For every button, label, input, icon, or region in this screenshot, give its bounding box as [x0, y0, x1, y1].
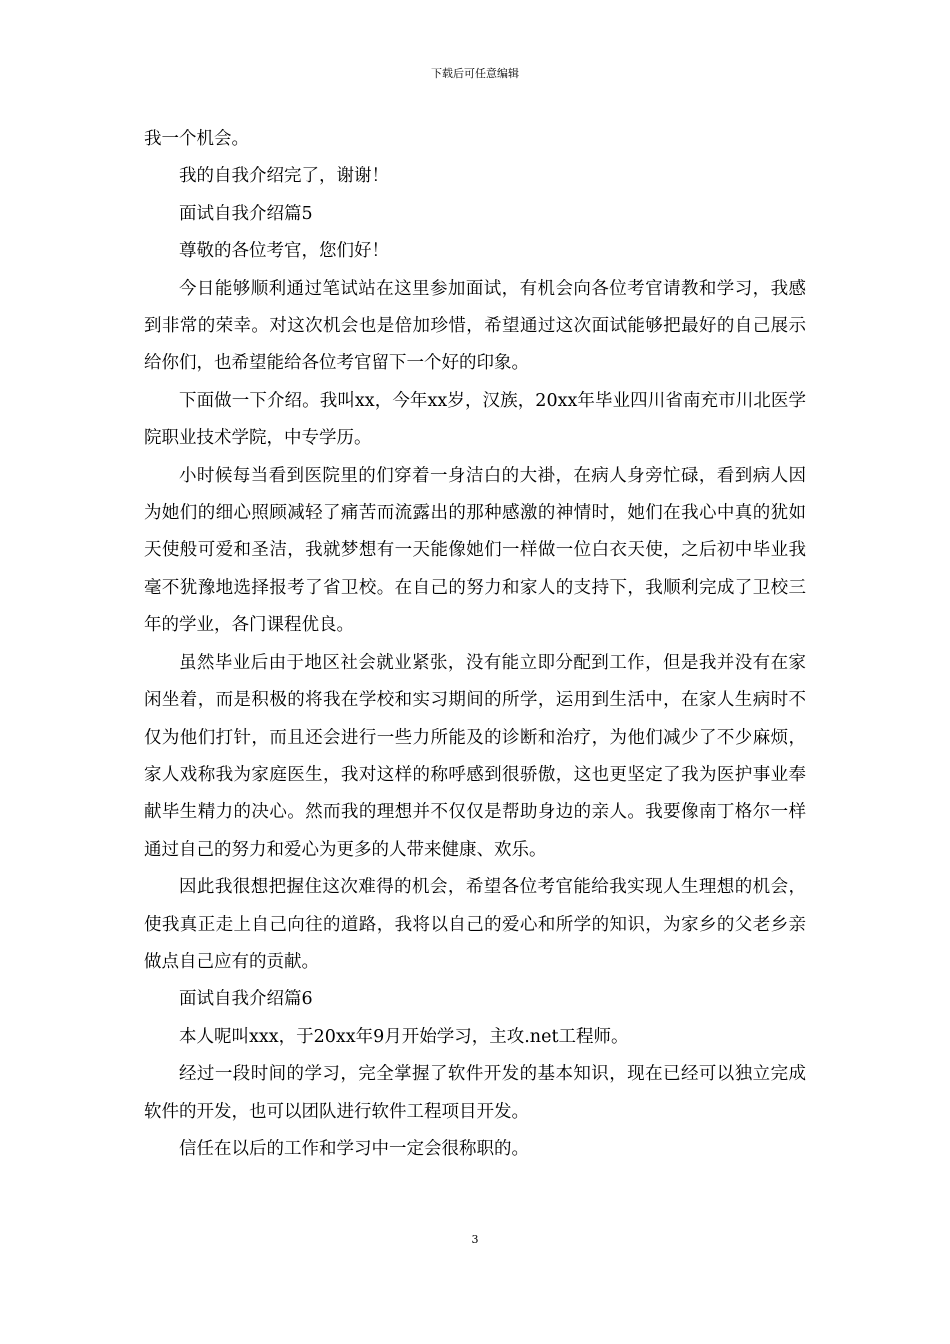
page-number: 3 — [471, 1233, 479, 1246]
section-heading-6: 面试自我介绍篇6 — [179, 989, 313, 1010]
paragraph-aspiration: 因此我很想把握住这次难得的机会，希望各位考官能给我实现人生理想的机会，使我真正走上自己向往的道路，我将以自己的爱心和所学的知识，为家乡的父老乡亲做点自己应有的贡献。 — [144, 877, 806, 972]
page-header: 下载后可任意编辑 — [431, 67, 519, 80]
section-heading-5: 面试自我介绍篇5 — [179, 203, 313, 224]
paragraph-childhood: 小时候每当看到医院里的们穿着一身洁白的大褂，在病人身旁忙碌，看到病人因为她们的细心照顾减轻了痛苦而流露出的那种感激的神情时，她们在我心中真的犹如天使般可爱和圣洁，我就梦想有一天能像她们一样做一位白衣天使，之后初中毕业我毫不犹豫地选择报考了省卫校。在自己的努力和家人的支持下，我顺利完成了卫校三年的学业，各门课程优良。 — [144, 465, 806, 636]
paragraph-skills: 经过一段时间的学习，完全掌握了软件开发的基本知识，现在已经可以独立完成软件的开发，也可以团队进行软件工程项目开发。 — [144, 1064, 806, 1122]
paragraph-closing: 我的自我介绍完了，谢谢！ — [179, 166, 389, 187]
paragraph-continuation: 我一个机会。 — [144, 129, 249, 149]
paragraph-name-study: 本人呢叫xxx，于20xx年9月开始学习，主攻.net工程师。 — [179, 1026, 629, 1047]
paragraph-intro: 今日能够顺利通过笔试站在这里参加面试，有机会向各位考官请教和学习，我感到非常的荣幸。对这次机会也是倍加珍惜，希望通过这次面试能够把最好的自己展示给你们，也希望能给各位考官留下一个好的印象。 — [144, 278, 806, 374]
paragraph-self-info: 下面做一下介绍。我叫xx，今年xx岁，汉族，20xx年毕业四川省南充市川北医学院职业技术学院，中专学历。 — [144, 390, 806, 449]
paragraph-after-graduation: 虽然毕业后由于地区社会就业紧张，没有能立即分配到工作，但是我并没有在家闲坐着，而是积极的将我在学校和实习期间的所学，运用到生活中，在家人生病时不仅为他们打针，而且还会进行一些力所能及的诊断和治疗，为他们减少了不少麻烦，家人戏称我为家庭医生，我对这样的称呼感到很骄傲，这也更坚定了我为医护事业奉献毕生精力的决心。然而我的理想并不仅仅是帮助身边的亲人。我要像南丁格尔一样通过自己的努力和爱心为更多的人带来健康、欢乐。 — [144, 652, 806, 860]
paragraph-greeting: 尊敬的各位考官，您们好！ — [179, 241, 389, 262]
document-body — [144, 121, 806, 1168]
paragraph-confidence: 信任在以后的工作和学习中一定会很称职的。 — [179, 1138, 529, 1159]
